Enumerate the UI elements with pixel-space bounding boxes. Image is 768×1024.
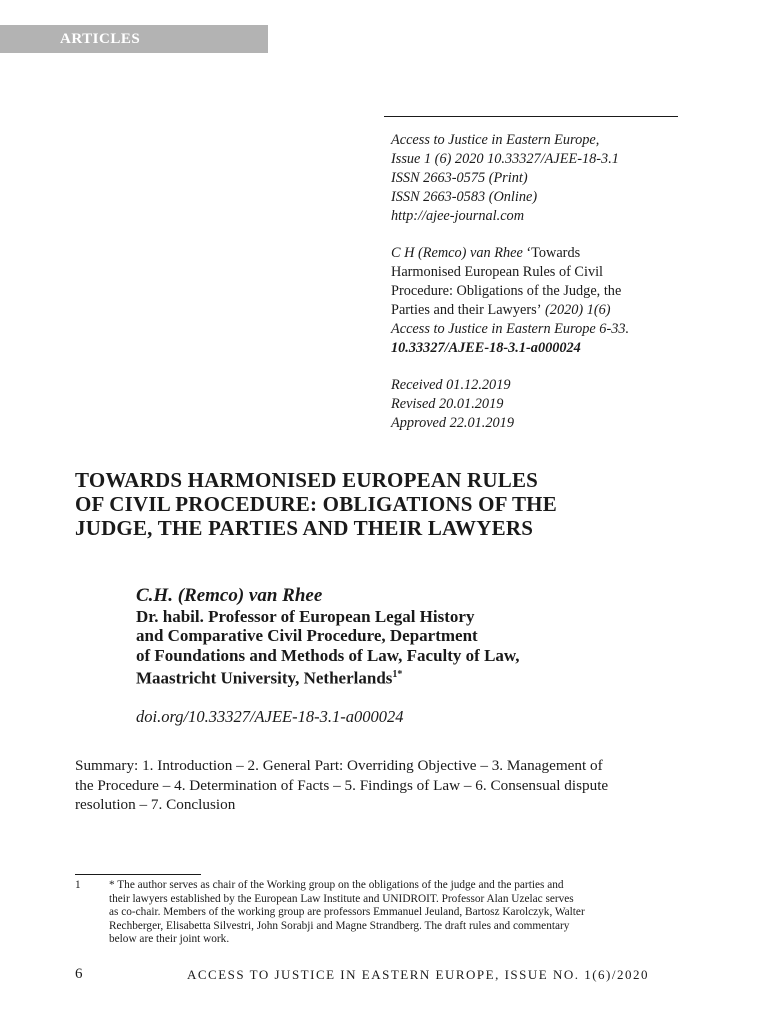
citation-line-1 (391, 244, 691, 263)
title-line: OF CIVIL PROCEDURE: OBLIGATIONS OF THE (75, 492, 557, 516)
footnote-separator (75, 874, 201, 875)
journal-issue: Issue 1 (6) 2020 10.33327/AJEE-18-3.1 (391, 151, 619, 167)
affiliation-line: Dr. habil. Professor of European Legal History (136, 607, 475, 626)
citation-title-start: ‘Towards (522, 245, 581, 261)
summary-line: Summary: 1. Introduction – 2. General Part: Overriding Objective – 3. Management of (75, 757, 603, 774)
affiliation-text: Maastricht University, Netherlands (136, 668, 393, 688)
header-rule (384, 116, 678, 117)
title-line: TOWARDS HARMONISED EUROPEAN RULES (75, 468, 539, 492)
footnote-line: Rechberger, Elisabetta Silvestri, John Sorabji and Magne Strandberg. The draft rules and commentary (109, 919, 570, 932)
citation-line-5: Access to Justice in Eastern Europe 6-33. (391, 321, 630, 337)
article-doi[interactable]: doi.org/10.33327/AJEE-18-3.1-a000024 (136, 707, 404, 726)
citation-year: (2020) 1(6) (541, 302, 611, 318)
section-label: ARTICLES (0, 25, 268, 53)
footnote-line: below are their joint work. (109, 933, 230, 945)
citation-line-2: Harmonised European Rules of Civil (391, 264, 604, 280)
footnote-line: their lawyers established by the European Law Institute and UNIDROIT. Professor Alan Uzelac serves (109, 892, 574, 905)
citation-line-3: Procedure: Obligations of the Judge, the (391, 283, 622, 299)
revised-date: Revised 20.01.2019 (391, 396, 504, 412)
summary (75, 756, 685, 815)
running-footer: ACCESS TO JUSTICE IN EASTERN EUROPE, ISSUE NO. 1(6)/2020 (187, 967, 649, 982)
title-line: JUDGE, THE PARTIES AND THEIR LAWYERS (75, 516, 534, 540)
footnote-text (109, 879, 685, 947)
footnote-number: 1 (75, 879, 81, 891)
affiliation-line: of Foundations and Methods of Law, Faculty of Law, (136, 645, 520, 665)
footnote-line: as co-chair. Members of the working group are professors Emmanuel Jeuland, Bartosz Karolczyk, Walter (109, 906, 585, 918)
summary-line: resolution – 7. Conclusion (75, 796, 236, 813)
article-dates (391, 376, 691, 433)
affiliation-line: and Comparative Civil Procedure, Department (136, 626, 478, 646)
summary-line: the Procedure – 4. Determination of Facts – 5. Findings of Law – 6. Consensual dispute (75, 776, 609, 794)
approved-date: Approved 22.01.2019 (391, 415, 514, 431)
journal-url[interactable]: http://ajee-journal.com (391, 208, 525, 224)
issn-online: ISSN 2663-0583 (Online) (391, 189, 538, 205)
footnote-line: * The author serves as chair of the Working group on the obligations of the judge and the parties and (109, 879, 564, 891)
author-affiliation (136, 607, 656, 688)
citation (391, 244, 691, 358)
citation-title-end: Parties and their Lawyers’ (391, 302, 542, 318)
journal-info (391, 131, 691, 226)
journal-name: Access to Justice in Eastern Europe, (391, 132, 600, 148)
citation-author: C H (Remco) van Rhee (391, 245, 523, 261)
received-date: Received 01.12.2019 (391, 377, 511, 393)
article-title (75, 468, 695, 540)
page-number: 6 (75, 966, 83, 982)
footnote-marker[interactable]: 1* (392, 668, 403, 680)
author-name: C.H. (Remco) van Rhee (136, 585, 323, 606)
affiliation-line (136, 665, 656, 688)
citation-line-4 (391, 301, 691, 320)
citation-doi[interactable]: 10.33327/AJEE-18-3.1-a000024 (391, 340, 581, 356)
issn-print: ISSN 2663-0575 (Print) (391, 170, 528, 186)
